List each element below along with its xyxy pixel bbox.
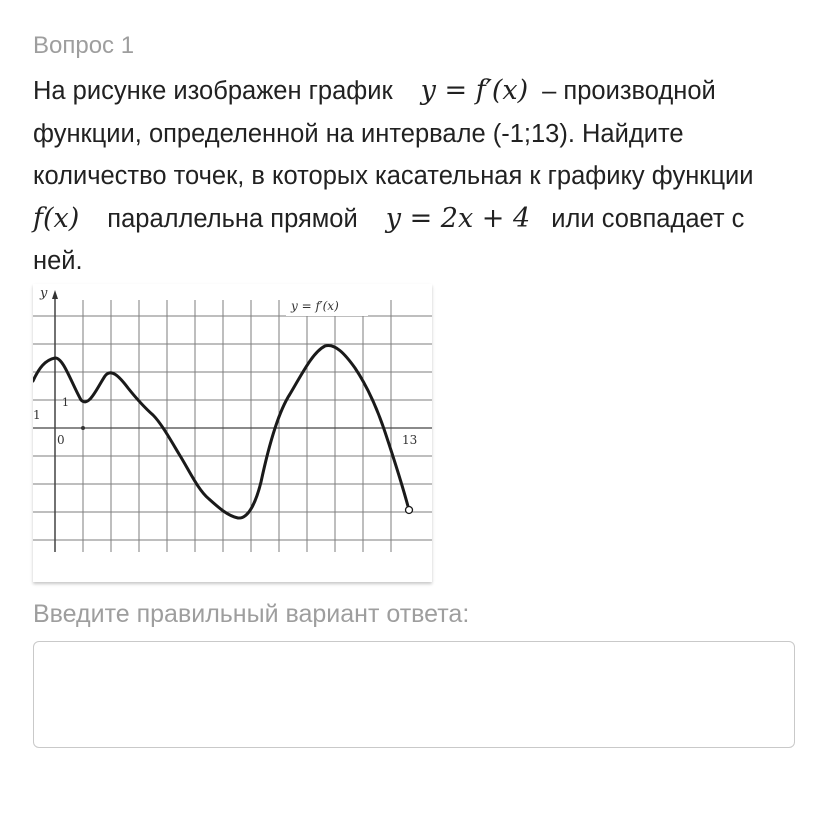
x-axis-dot [81, 426, 85, 430]
y-tick-label-1: 1 [62, 396, 69, 409]
formula-function: f(x) [33, 202, 80, 234]
y-axis-label: y [40, 286, 48, 301]
question-text-part-2: производной функции, определенной на интервале (-1;13). Найдите количество точек, в которых касательная к графику функции [33, 77, 754, 190]
derivative-curve [33, 346, 409, 519]
question-text-part-1: На рисунке изображен график [33, 77, 393, 105]
answer-prompt: Введите правильный вариант ответа: [33, 600, 470, 628]
derivative-graph-figure [33, 284, 432, 582]
curve-endpoint-open [406, 507, 413, 514]
graph-svg [33, 284, 432, 582]
y-axis-arrow [52, 290, 58, 299]
question-text-part-3: параллельна прямой [107, 204, 358, 233]
question-text [33, 70, 793, 283]
left-mark-label: 1 [33, 408, 41, 422]
question-text-part-4: или совпадает с ней. [33, 204, 745, 275]
answer-input[interactable] [33, 641, 795, 748]
grid [33, 300, 432, 552]
x-end-label: 13 [402, 433, 418, 447]
formula-line: y = 2x + 4 [385, 202, 531, 234]
dash: – [542, 77, 557, 105]
origin-label: 0 [57, 433, 65, 447]
question-title: Вопрос 1 [33, 32, 135, 59]
formula-derivative: y = f′(x) [420, 75, 529, 106]
curve-label: y = f′(x) [291, 299, 339, 313]
